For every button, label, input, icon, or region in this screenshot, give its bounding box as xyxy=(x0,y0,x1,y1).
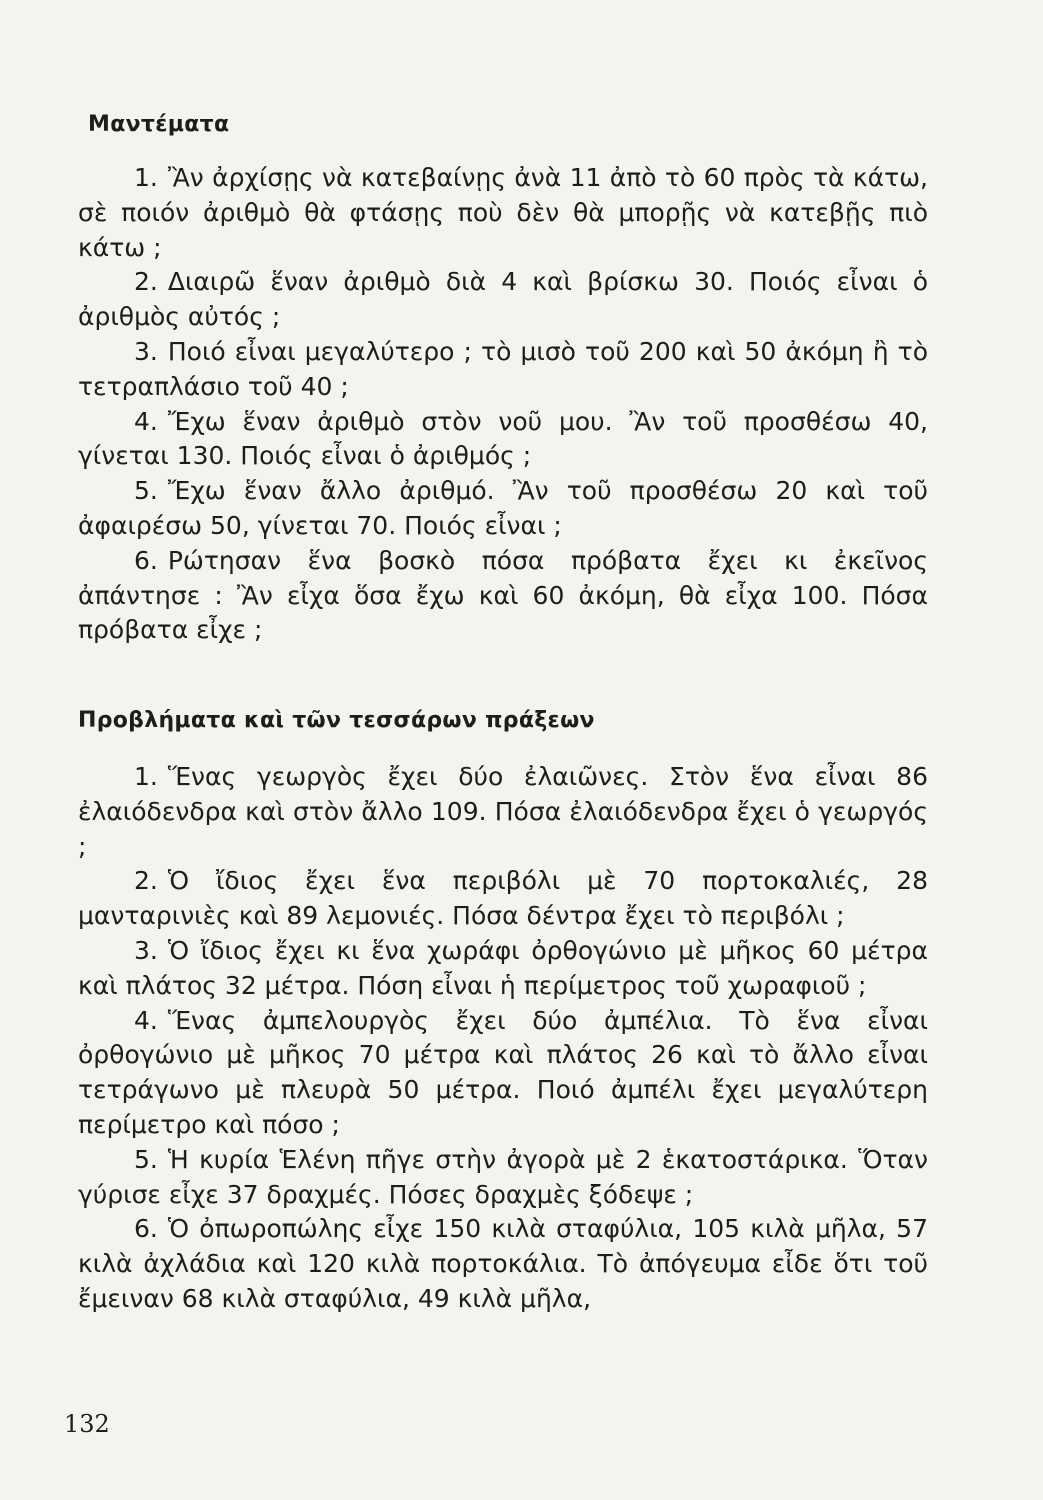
riddle-text: Ἔχω ἕναν ἀριθμὸ στὸν νοῦ μου. Ἂν τοῦ προσθέσω 40, γίνεται 130. Ποιός εἶναι ὁ ἀριθμός ; xyxy=(78,406,928,471)
problem-number: 2. xyxy=(134,866,158,896)
riddle-item xyxy=(78,544,928,648)
riddle-item xyxy=(78,335,928,405)
riddle-number: 4. xyxy=(134,406,158,436)
problem-number: 5. xyxy=(134,1144,158,1174)
problem-text: Ὁ ἴδιος ἔχει ἕνα περιβόλι μὲ 70 πορτοκαλιές, 28 μανταρινιὲς καὶ 89 λεμονιές. Πόσα δέντρα ἔχει τὸ περιβόλι ; xyxy=(78,866,928,931)
problem-item xyxy=(78,1212,928,1316)
problem-item xyxy=(78,934,928,1004)
problem-number: 4. xyxy=(134,1005,158,1035)
riddle-number: 6. xyxy=(134,545,158,575)
riddle-number: 1. xyxy=(134,163,158,192)
problem-number: 6. xyxy=(134,1214,158,1244)
riddle-text: Ρώτησαν ἕνα βοσκὸ πόσα πρόβατα ἔχει κι ἐκεῖνος ἀπάντησε : Ἂν εἶχα ὅσα ἔχω καὶ 60 ἀκόμη, θὰ εἶχα 100. Πόσα πρόβατα εἶχε ; xyxy=(78,545,928,645)
problem-number: 1. xyxy=(134,762,158,791)
section-title-four-operations: Προβλήματα καὶ τῶν τεσσάρων πράξεων xyxy=(78,708,595,733)
riddle-number: 5. xyxy=(134,476,158,506)
problem-text: Ἕνας ἀμπελουργὸς ἔχει δύο ἀμπέλια. Τὸ ἕνα εἶναι ὀρθογώνιο μὲ μῆκος 70 μέτρα καὶ πλάτος 26 καὶ τὸ ἄλλο εἶναι τετράγωνο μὲ πλευρὰ 50 μέτρα. Ποιό ἀμπέλι ἔχει μεγαλύτερη περίμετρο καὶ πόσο ; xyxy=(78,1005,928,1139)
riddle-item xyxy=(78,161,928,265)
problem-text: Ὁ ἴδιος ἔχει κι ἕνα χωράφι ὀρθογώνιο μὲ μῆκος 60 μέτρα καὶ πλάτος 32 μέτρα. Πόση εἶναι ἡ περίμετρος τοῦ χωραφιοῦ ; xyxy=(78,935,928,1000)
riddle-number: 3. xyxy=(134,336,158,366)
problem-text: Ὁ ὀπωροπώλης εἶχε 150 κιλὰ σταφύλια, 105 κιλὰ μῆλα, 57 κιλὰ ἀχλάδια καὶ 120 κιλὰ πορτοκάλια. Τὸ ἀπόγευμα εἶδε ὅτι τοῦ ἔμειναν 68 κιλὰ σταφύλια, 49 κιλὰ μῆλα, xyxy=(78,1214,928,1313)
riddle-item xyxy=(78,474,928,544)
riddle-item xyxy=(78,405,928,475)
riddle-text: Διαιρῶ ἕναν ἀριθμὸ διὰ 4 καὶ βρίσκω 30. Ποιός εἶναι ὁ ἀριθμὸς αὐτός ; xyxy=(78,267,928,332)
problem-text: Ἡ κυρία Ἑλένη πῆγε στὴν ἀγορὰ μὲ 2 ἑκατοστάρικα. Ὅταν γύρισε εἶχε 37 δραχμές. Πόσες δραχμὲς ξόδεψε ; xyxy=(78,1144,928,1209)
problem-item xyxy=(78,1004,928,1143)
riddle-text: Ἔχω ἕναν ἄλλο ἀριθμό. Ἂν τοῦ προσθέσω 20 καὶ τοῦ ἀφαιρέσω 50, γίνεται 70. Ποιός εἶναι ; xyxy=(78,476,928,540)
riddle-item xyxy=(78,265,928,335)
page-number: 132 xyxy=(64,1410,110,1438)
riddle-text: Ἂν ἀρχίσῃς νὰ κατεβαίνῃς ἀνὰ 11 ἀπὸ τὸ 60 πρὸς τὰ κάτω, σὲ ποιόν ἀριθμὸ θὰ φτάσῃς ποὺ δὲν θὰ μπορῇς νὰ κατεβῇς πιὸ κάτω ; xyxy=(78,163,928,262)
problem-item xyxy=(78,760,928,864)
problem-number: 3. xyxy=(134,935,158,965)
riddles-list xyxy=(78,161,928,648)
problems-list xyxy=(78,760,928,1317)
problem-item xyxy=(78,1143,928,1213)
riddle-number: 2. xyxy=(134,267,158,297)
section-title-riddles: Μαντέματα xyxy=(88,112,230,137)
problem-text: Ἕνας γεωργὸς ἔχει δύο ἐλαιῶνες. Στὸν ἕνα εἶναι 86 ἐλαιόδενδρα καὶ στὸν ἄλλο 109. Πόσα ἐλαιόδενδρα ἔχει ὁ γεωργός ; xyxy=(78,762,928,861)
riddle-text: Ποιό εἶναι μεγαλύτερο ; τὸ μισὸ τοῦ 200 καὶ 50 ἀκόμη ἢ τὸ τετραπλάσιο τοῦ 40 ; xyxy=(78,336,928,401)
problem-item xyxy=(78,864,928,934)
